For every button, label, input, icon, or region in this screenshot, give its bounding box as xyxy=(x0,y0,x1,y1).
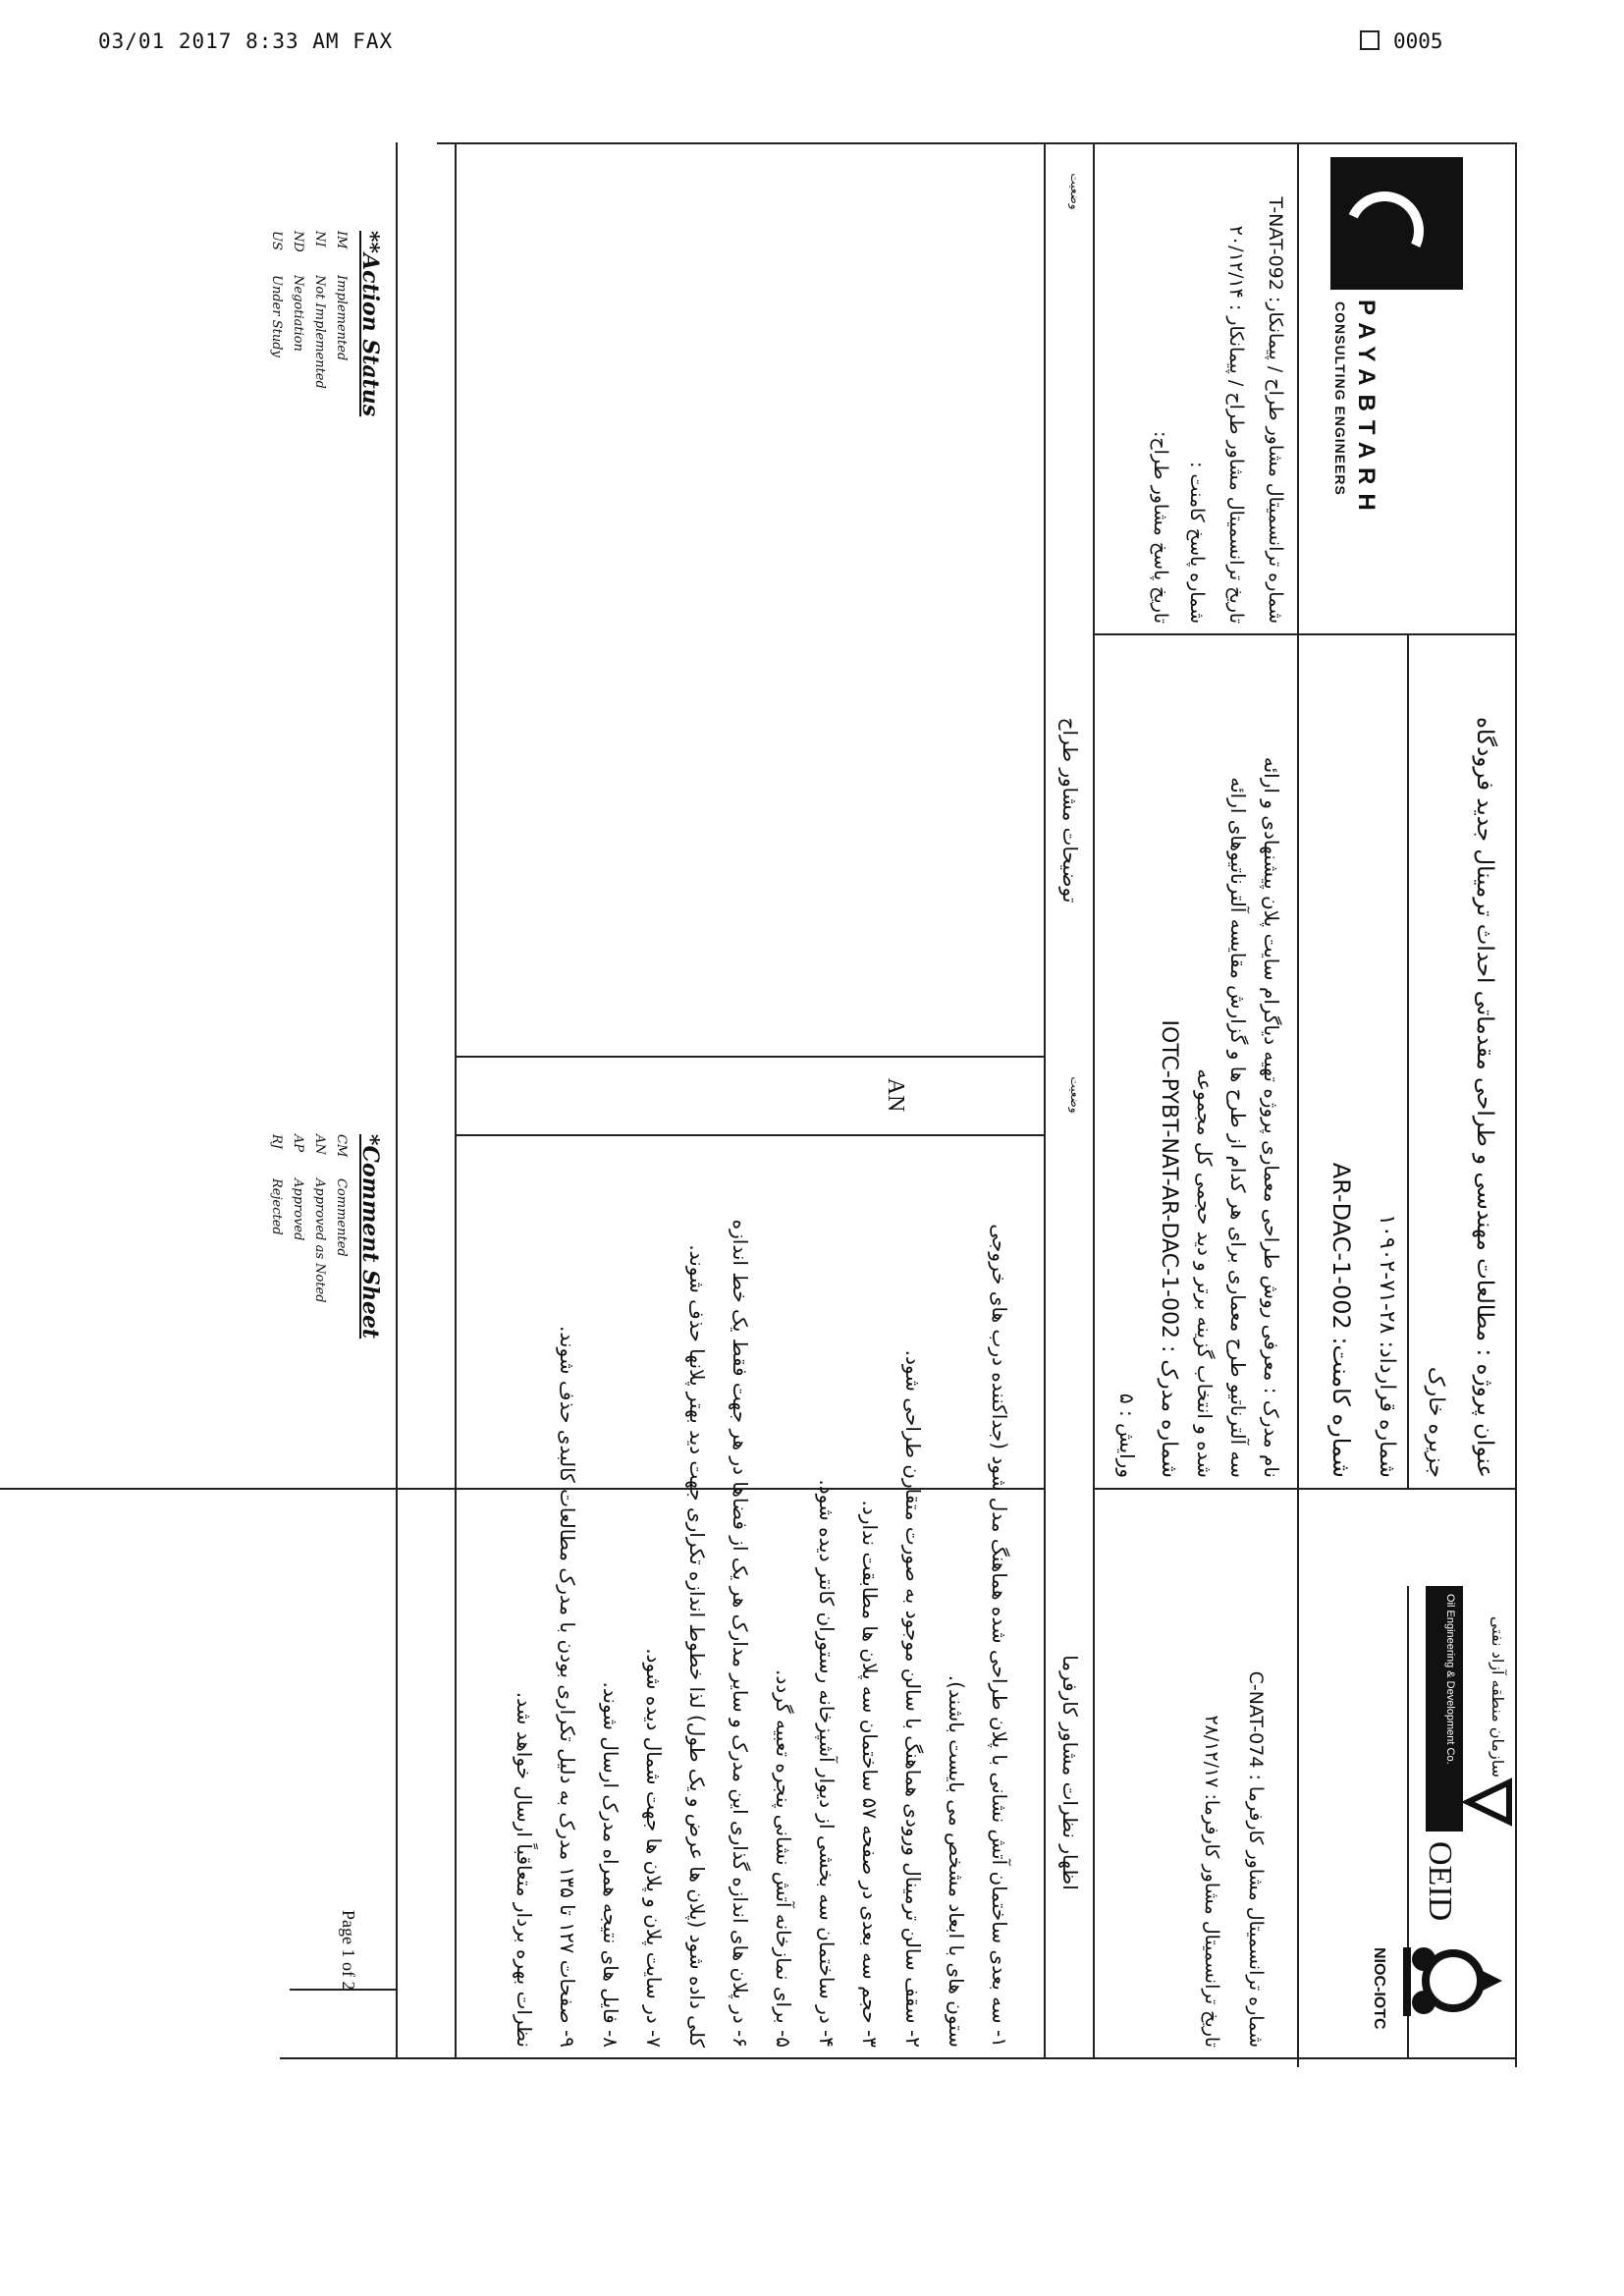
legend-code: US xyxy=(269,231,284,250)
fax-header-text: 03/01 2017 8:33 AM FAX xyxy=(98,29,394,53)
payabtarh-name: PAYABTARH xyxy=(1353,300,1380,519)
status-code: AN xyxy=(883,1077,908,1113)
legend-label: Approved xyxy=(291,1178,305,1241)
legend-code: IM xyxy=(334,231,349,249)
project-title: عنوان پروژه : مطالعات مهندسی و طراحی مقدماتی احداث ترمینال جدید فرودگاه xyxy=(1472,716,1497,1478)
oeid-banner-text: Oil Engineering & Development Co. xyxy=(1444,1594,1456,1765)
legend-label: Not Implemented xyxy=(312,275,327,389)
contract-number: شماره قرارداد: ۲۸-۷۱-۱۰۹۰۲ xyxy=(1375,1214,1399,1478)
client-letter-date: تاریخ ترانسمیتال مشاور کارفرما: ۲۸/۱۲/۱۷ xyxy=(1201,1715,1222,2048)
legend-code: RJ xyxy=(269,1134,284,1149)
page-number: Page 1 of 2 xyxy=(339,1910,358,1991)
comment-sheet-title: *Comment Sheet xyxy=(357,1134,383,1339)
document-name-3: شده و انتخاب گزینه برتر و دید حجمی کل مجموعه xyxy=(1193,1068,1217,1478)
legend-label: Under Study xyxy=(269,275,284,357)
document-name-1: نام مدرک : معرفی روش طراحی معماری پروژه تهیه دیاگرام سایت پلان پیشنهادی و ارائه xyxy=(1260,756,1283,1478)
legend-code: ND xyxy=(291,231,305,252)
nioc-emblem-icon xyxy=(1399,1930,1507,2033)
column-header-designer-reply: توضیحات مشاور طراح xyxy=(1058,717,1082,903)
comment-line: نظرات بهره بردار متعاقباً ارسال خواهد شد. xyxy=(513,1691,536,2048)
fax-page-label: 0005 xyxy=(1393,29,1443,53)
legend-code: NI xyxy=(312,231,327,247)
comment-line: ۷- در سایت پلان و پلان ها جهت شمال دیده شود. xyxy=(642,1648,666,2048)
column-header-status: وضعیت xyxy=(1068,1076,1082,1114)
comment-line: ستون های با ابعاد مشخص می بایست باشند). xyxy=(945,1674,968,2048)
legend-code: AP xyxy=(291,1134,305,1153)
comment-number: شماره کامنت: AR-DAC-1-002 xyxy=(1327,1162,1355,1478)
reply-letter-date: تاریخ پاسخ مشاور طراح: xyxy=(1150,430,1171,624)
designer-letter-date: تاریخ ترانسمیتال مشاور طراح / پیمانکار : ۲۰/۱۲/۱۴ xyxy=(1225,225,1247,624)
client-letter-number: شماره ترانسمیتال مشاور کارفرما : C-NAT-074 xyxy=(1245,1670,1267,2048)
column-header-client-comments: اظهار نظرات مشاور کارفرما xyxy=(1058,1655,1082,1890)
nioc-text: NIOC-IOTC xyxy=(1371,1947,1387,2030)
comment-line: ۳- حجم سه بعدی در صفحه ۵۷ ساختمان سه پلان ها مطابقت ندارد. xyxy=(858,1500,882,2048)
reply-letter-number: شماره پاسخ کامنت : xyxy=(1186,461,1208,624)
project-part: جزیره خارک xyxy=(1424,1366,1448,1478)
fax-page-number xyxy=(1360,29,1443,53)
legend-label: Approved as Noted xyxy=(312,1178,327,1303)
designer-letter-number: شماره ترانسمیتال مشاور طراح / پیمانکار: T-NAT-092 xyxy=(1265,196,1286,624)
payabtarh-subtitle: CONSULTING ENGINEERS xyxy=(1332,301,1348,496)
legend-label: Commented xyxy=(334,1178,349,1257)
comment-line: ۲- سقف سالن ترمینال ورودی هماهنگ با سالن موجود به صورت متقارن طراحی شود. xyxy=(901,1349,925,2048)
document-name-2: سه آلترناتیو طرح معماری برای هر کدام از طرح ها و گزارش مقایسه آلترناتیوهای ارائه xyxy=(1226,777,1250,1478)
comment-line: ۸- فایل های نتیجه همراه مدرک ارسال شوند. xyxy=(599,1681,623,2048)
legend-label: Negotiation xyxy=(291,275,305,352)
revision: ورایش : ۵ xyxy=(1115,1393,1139,1478)
document-number: شماره مدرک : IOTC-PYBT-NAT-AR-DAC-1-002 xyxy=(1157,1019,1181,1478)
legend-label: Rejected xyxy=(269,1178,284,1235)
payabtarh-logo xyxy=(1330,157,1463,290)
oeid-text: OEID xyxy=(1422,1841,1458,1922)
comment-line: ۹- صفحات ۱۲۷ تا ۱۳۵ مدرک به دلیل تکراری بودن با مدرک مطالعات کالبدی حذف شوند. xyxy=(556,1326,579,2048)
checkbox-icon xyxy=(1360,30,1380,50)
comment-line: ۱- سه بعدی ساختمان آتش نشانی با پلان طراحی شده هماهنگ مدل شود (جداکننده درب های خروجی xyxy=(988,1224,1011,2048)
action-status-title: **Action Status xyxy=(357,231,383,417)
comment-line: ۶- در پلان های اندازه گذاری این مدرک و سایر مدارک هر یک از فضاها در هر جهت فقط یک خط اندازه xyxy=(729,1219,752,2048)
comment-line: ۴- در ساختمان سه بخشی از دیوار آشپزخانه رستوران کانتر دیده شود. xyxy=(815,1479,839,2048)
comment-sheet-form xyxy=(250,74,1537,2087)
comment-line: ۵- برای نمازخانه آتش نشانی پنجره تعبیه گردد. xyxy=(772,1668,795,2048)
column-header-designer-status: وضعیت xyxy=(1068,173,1082,210)
legend-code: CM xyxy=(334,1134,349,1158)
legend-label: Implemented xyxy=(334,275,349,361)
legend-code: AN xyxy=(312,1134,327,1155)
oeid-persian-name: سازمان منطقه آزاد نفتی xyxy=(1489,1615,1507,1777)
comment-line: کلی داده شود (پلان ها عرض و یک طول) لذا خطوط اندازه تکراری جهت دید بهتر پلانها حذف شوند. xyxy=(685,1244,709,2048)
